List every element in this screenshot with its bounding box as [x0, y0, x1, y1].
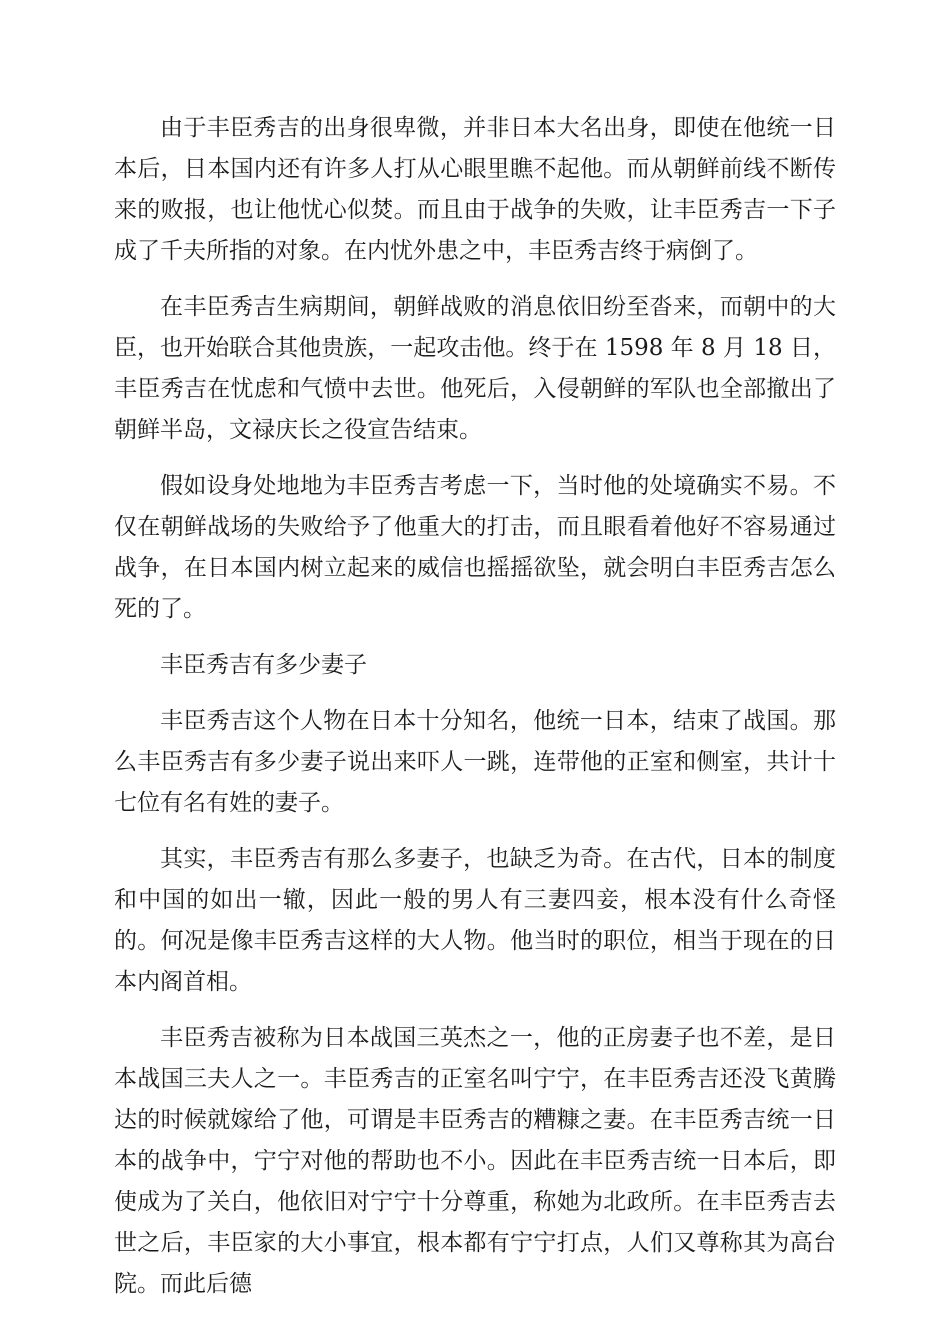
paragraph: 假如设身处地地为丰臣秀吉考虑一下，当时他的处境确实不易。不仅在朝鲜战场的失败给予了他重大的打击，而且眼看着他好不容易通过战争，在日本国内树立起来的威信也摇摇欲坠，就会明白丰臣秀吉怎么死的了。 — [114, 473, 836, 622]
paragraph: 丰臣秀吉这个人物在日本十分知名，他统一日本，结束了战国。那么丰臣秀吉有多少妻子说出来吓人一跳，连带他的正室和侧室，共计十七位有名有姓的妻子。 — [114, 708, 836, 816]
paragraph: 在丰臣秀吉生病期间，朝鲜战败的消息依旧纷至沓来，而朝中的大臣，也开始联合其他贵族，一起攻击他。终于在 1598 年 8 月 18 日，丰臣秀吉在忧虑和气愤中去世。他死后，入侵朝鲜的军队也全部撤出了朝鲜半岛，文禄庆长之役宣告结束。 — [114, 294, 836, 443]
paragraph: 由于丰臣秀吉的出身很卑微，并非日本大名出身，即使在他统一日本后，日本国内还有许多人打从心眼里瞧不起他。而从朝鲜前线不断传来的败报，也让他忧心似焚。而且由于战争的失败，让丰臣秀吉一下子成了千夫所指的对象。在内忧外患之中，丰臣秀吉终于病倒了。 — [114, 115, 836, 264]
paragraph: 丰臣秀吉被称为日本战国三英杰之一，他的正房妻子也不差，是日本战国三夫人之一。丰臣秀吉的正室名叫宁宁，在丰臣秀吉还没飞黄腾达的时候就嫁给了他，可谓是丰臣秀吉的糟糠之妻。在丰臣秀吉统一日本的战争中，宁宁对他的帮助也不小。因此在丰臣秀吉统一日本后，即使成为了关白，他依旧对宁宁十分尊重，称她为北政所。在丰臣秀吉去世之后，丰臣家的大小事宜，根本都有宁宁打点，人们又尊称其为高台院。而此后德 — [114, 1025, 836, 1297]
section-heading: 丰臣秀吉有多少妻子 — [160, 652, 367, 678]
document-body — [114, 108, 836, 1320]
paragraph: 其实，丰臣秀吉有那么多妻子，也缺乏为奇。在古代，日本的制度和中国的如出一辙，因此一般的男人有三妻四妾，根本没有什么奇怪的。何况是像丰臣秀吉这样的大人物。他当时的职位，相当于现在的日本内阁首相。 — [114, 846, 836, 995]
